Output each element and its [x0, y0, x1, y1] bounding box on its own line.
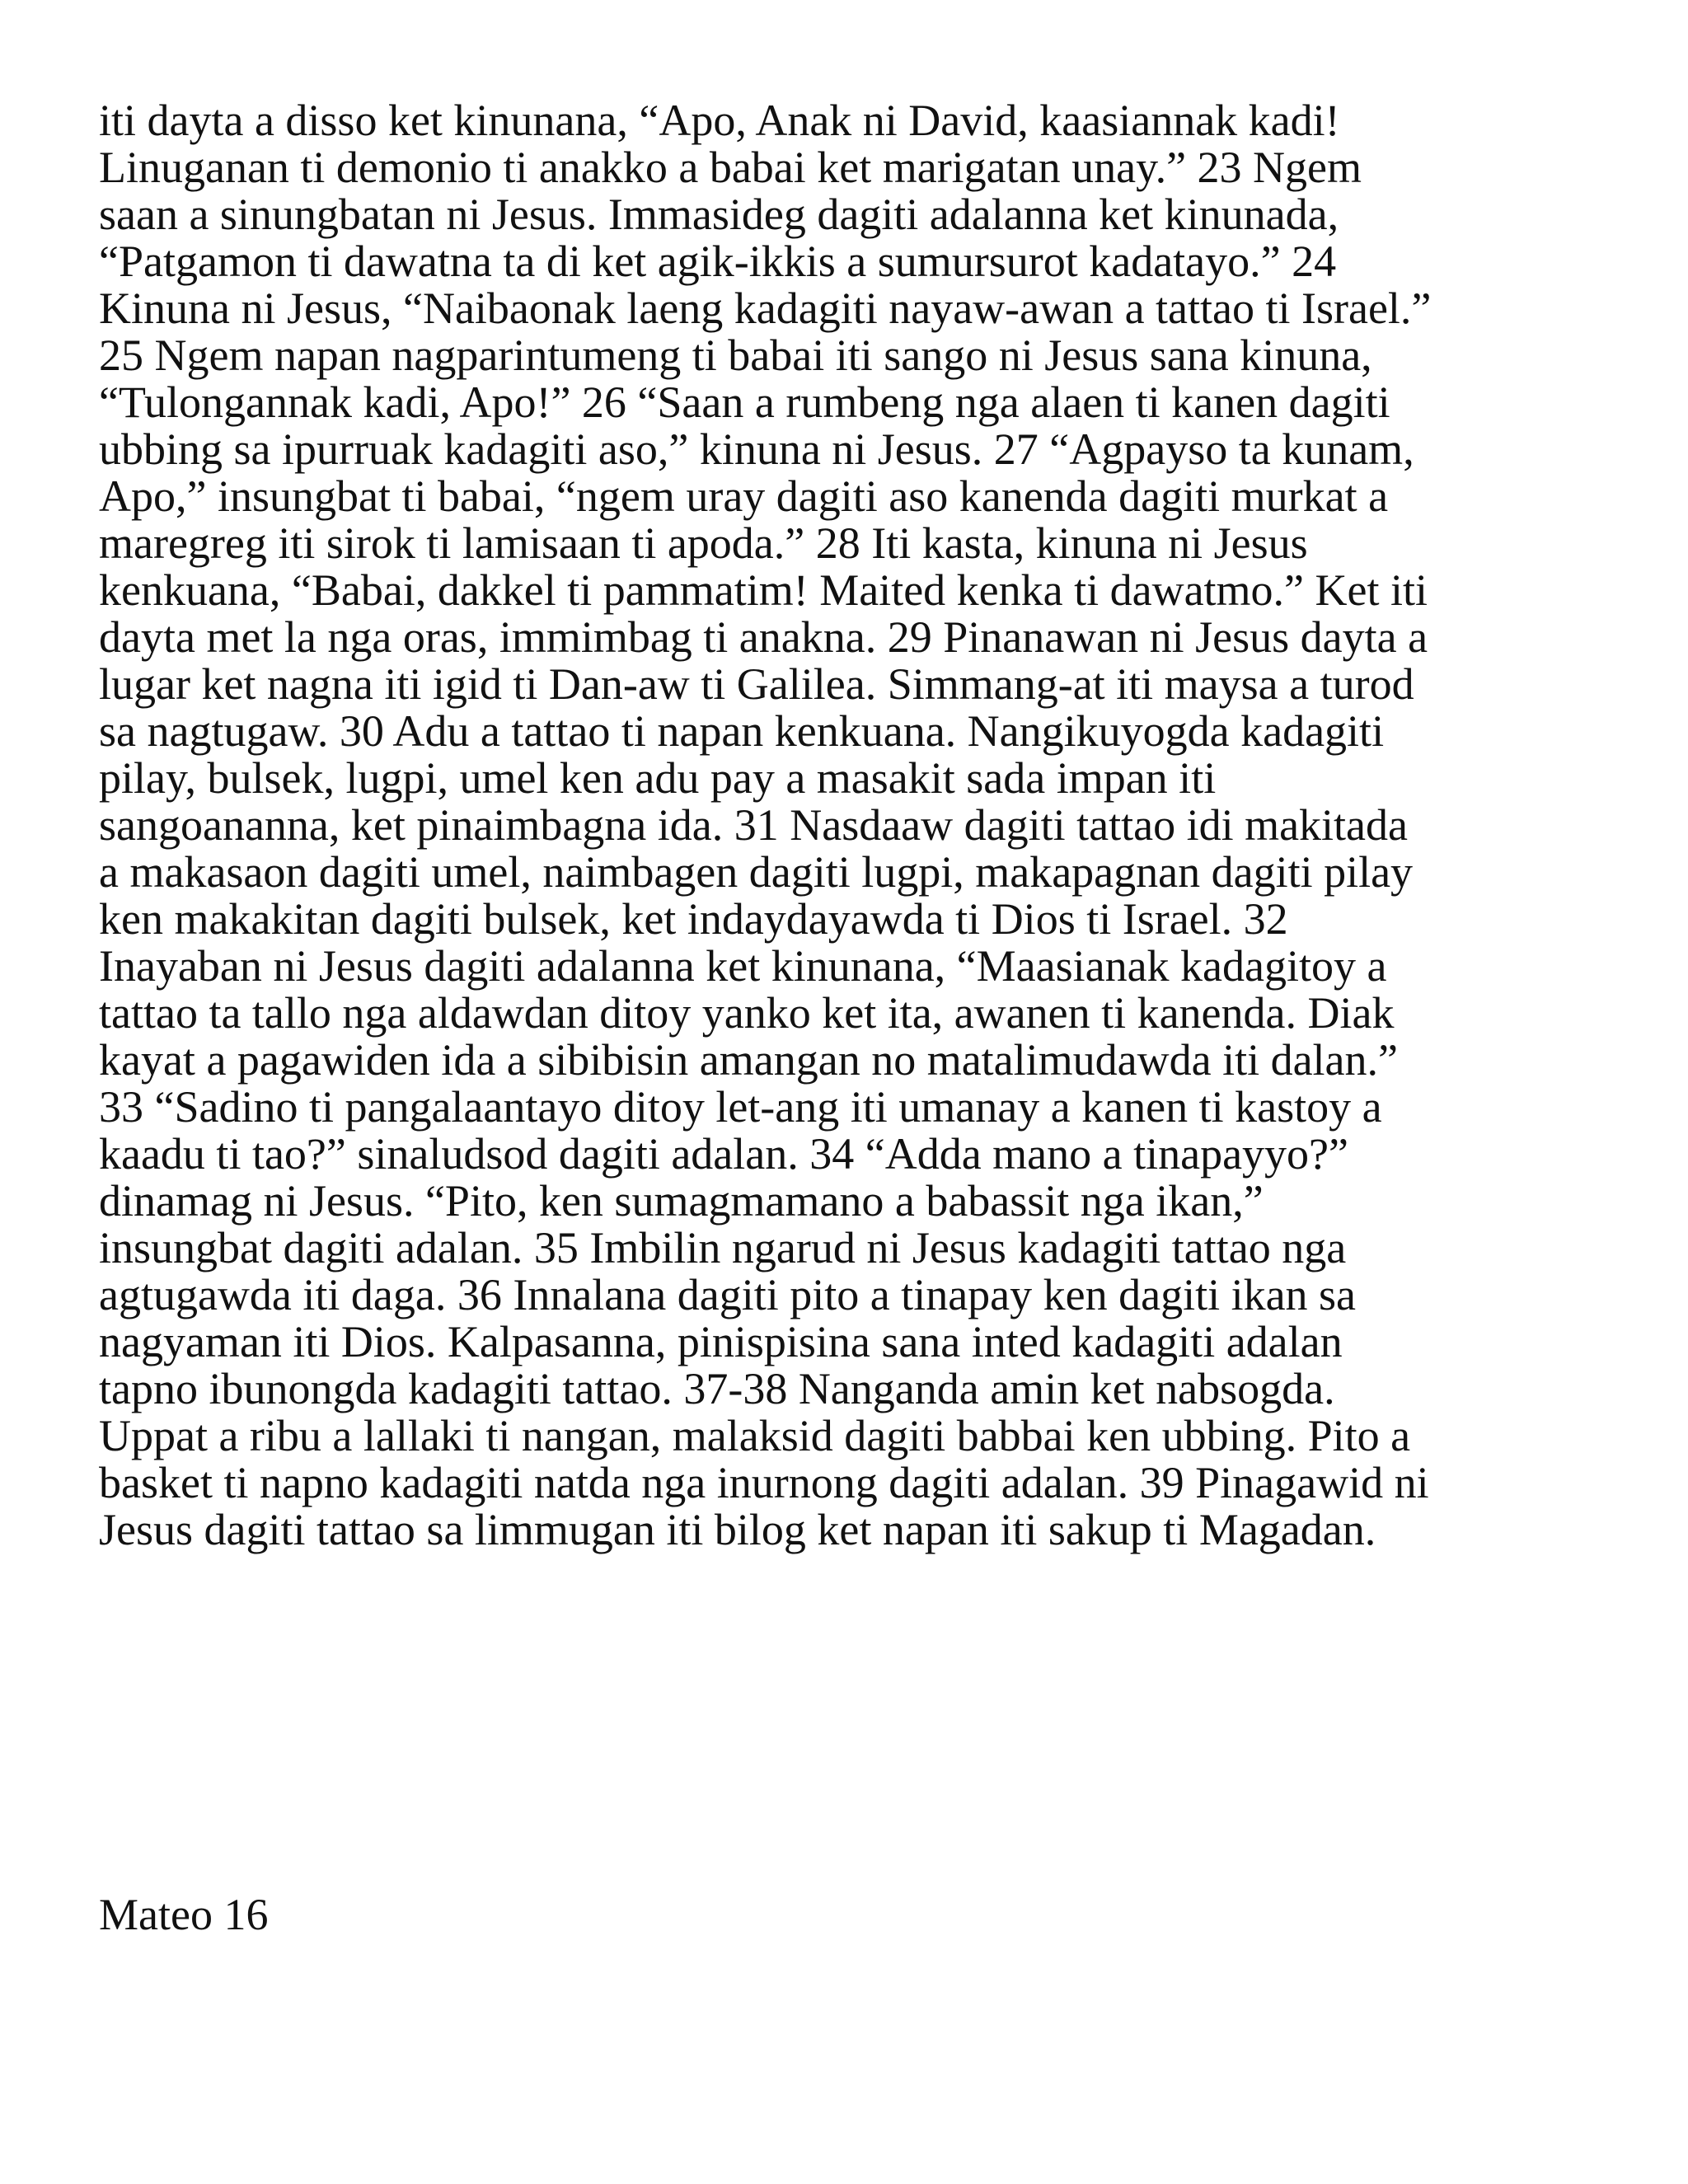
text-line: ken makakitan dagiti bulsek, ket indaydayawda ti Dios ti Israel. 32 [99, 894, 1288, 944]
text-line: basket ti napno kadagiti natda nga inurnong dagiti adalan. 39 Pinagawid ni [99, 1458, 1429, 1507]
text-line: sa nagtugaw. 30 Adu a tattao ti napan kenkuana. Nangikuyogda kadagiti [99, 706, 1385, 756]
text-line: “Tulongannak kadi, Apo!” 26 “Saan a rumbeng nga alaen ti kanen dagiti [99, 377, 1390, 427]
text-line: kaadu ti tao?” sinaludsod dagiti adalan. 34 “Adda mano a tinapayyo?” [99, 1129, 1348, 1179]
text-line: Inayaban ni Jesus dagiti adalanna ket kinunana, “Maasianak kadagitoy a [99, 941, 1387, 991]
text-line: insungbat dagiti adalan. 35 Imbilin ngarud ni Jesus kadagiti tattao nga [99, 1223, 1347, 1272]
text-line: Uppat a ribu a lallaki ti nangan, malaksid dagiti babbai ken ubbing. Pito a [99, 1411, 1411, 1460]
text-line: sangoananna, ket pinaimbagna ida. 31 Nasdaaw dagiti tattao idi makitada [99, 800, 1408, 850]
text-line: dayta met la nga oras, immimbag ti anakna. 29 Pinanawan ni Jesus dayta a [99, 612, 1428, 662]
text-line: iti dayta a disso ket kinunana, “Apo, Anak ni David, kaasiannak kadi! [99, 96, 1340, 145]
text-line: kayat a pagawiden ida a sibibisin amangan no matalimudawda iti dalan.” [99, 1035, 1398, 1085]
text-line: agtugawda iti daga. 36 Innalana dagiti pito a tinapay ken dagiti ikan sa [99, 1270, 1357, 1319]
text-line: Kinuna ni Jesus, “Naibaonak laeng kadagiti nayaw-awan a tattao ti Israel.” [99, 284, 1432, 333]
text-line: maregreg iti sirok ti lamisaan ti apoda.” 28 Iti kasta, kinuna ni Jesus [99, 518, 1308, 568]
text-line: lugar ket nagna iti igid ti Dan-aw ti Galilea. Simmang-at iti maysa a turod [99, 659, 1414, 709]
text-line: dinamag ni Jesus. “Pito, ken sumagmamano a babassit nga ikan,” [99, 1176, 1264, 1226]
text-line: nagyaman iti Dios. Kalpasanna, pinispisina sana inted kadagiti adalan [99, 1317, 1343, 1366]
text-line: kenkuana, “Babai, dakkel ti pammatim! Maited kenka ti dawatmo.” Ket iti [99, 565, 1428, 615]
text-line: tattao ta tallo nga aldawdan ditoy yanko ket ita, awanen ti kanenda. Diak [99, 988, 1395, 1038]
text-line: pilay, bulsek, lugpi, umel ken adu pay a masakit sada impan iti [99, 753, 1217, 803]
scripture-text-block [99, 97, 1648, 1554]
text-line: “Patgamon ti dawatna ta di ket agik-ikkis a sumursurot kadatayo.” 24 [99, 237, 1337, 286]
text-line: a makasaon dagiti umel, naimbagen dagiti lugpi, makapagnan dagiti pilay [99, 847, 1414, 897]
text-line: tapno ibunongda kadagiti tattao. 37-38 Nanganda amin ket nabsogda. [99, 1364, 1335, 1413]
text-line: Apo,” insungbat ti babai, “ngem uray dagiti aso kanenda dagiti murkat a [99, 471, 1389, 521]
text-line: ubbing sa ipurruak kadagiti aso,” kinuna ni Jesus. 27 “Agpayso ta kunam, [99, 424, 1414, 474]
text-line: Jesus dagiti tattao sa limmugan iti bilog ket napan iti sakup ti Magadan. [99, 1505, 1376, 1554]
text-line: 25 Ngem napan nagparintumeng ti babai iti sango ni Jesus sana kinuna, [99, 330, 1372, 380]
text-line: 33 “Sadino ti pangalaantayo ditoy let-ang iti umanay a kanen ti kastoy a [99, 1082, 1382, 1132]
text-line: saan a sinungbatan ni Jesus. Immasideg dagiti adalanna ket kinunada, [99, 190, 1339, 239]
chapter-heading: Mateo 16 [99, 1890, 269, 1939]
text-line: Linuganan ti demonio ti anakko a babai ket marigatan unay.” 23 Ngem [99, 143, 1362, 192]
